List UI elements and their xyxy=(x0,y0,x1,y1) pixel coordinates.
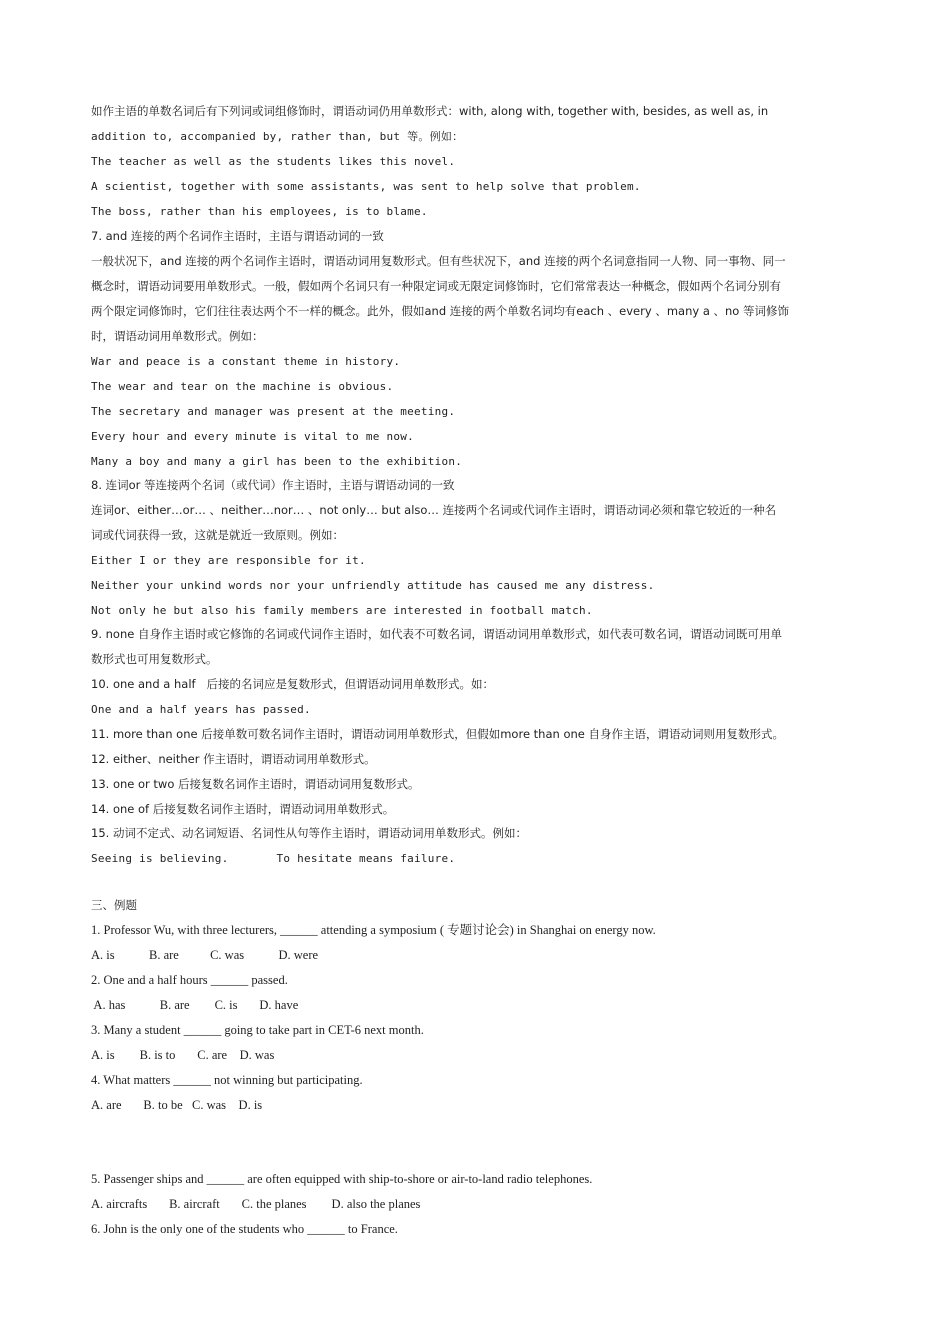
example-sentence: A scientist, together with some assistants, was sent to help solve that problem. xyxy=(91,180,641,193)
answer-options: A. is B. is to C. are D. was xyxy=(91,1048,275,1062)
section-heading: 三、例题 xyxy=(91,898,137,912)
paragraph-line: 如作主语的单数名词后有下列词或词组修饰时，谓语动词仍用单数形式：with, along with, together with, besides, as well as, in xyxy=(91,104,769,118)
question-stem: 3. Many a student ______ going to take part in CET-6 next month. xyxy=(91,1023,424,1037)
example-sentence: The wear and tear on the machine is obvious. xyxy=(91,380,394,393)
example-sentence: Neither your unkind words nor your unfriendly attitude has caused me any distress. xyxy=(91,579,655,592)
paragraph-line: 时，谓语动词用单数形式。例如： xyxy=(91,329,264,343)
paragraph-line: 两个限定词修饰时，它们往往表达两个不一样的概念。此外，假如and 连接的两个单数名词均有each 、every 、many a 、no 等词修饰 xyxy=(91,304,790,318)
example-sentence: Many a boy and many a girl has been to the exhibition. xyxy=(91,455,463,468)
rule-heading: 10. one and a half 后接的名词应是复数形式，但谓语动词用单数形式。如： xyxy=(91,677,495,691)
answer-options: A. has B. are C. is D. have xyxy=(91,998,299,1012)
question-stem: 6. John is the only one of the students who ______ to France. xyxy=(91,1222,398,1236)
example-sentence: One and a half years has passed. xyxy=(91,703,311,716)
example-sentence: War and peace is a constant theme in history. xyxy=(91,355,401,368)
paragraph-line: addition to, accompanied by, rather than, but 等。例如： xyxy=(91,130,464,143)
example-sentence: Not only he but also his family members are interested in football match. xyxy=(91,604,593,617)
example-sentence: The teacher as well as the students likes this novel. xyxy=(91,155,456,168)
answer-options: A. are B. to be C. was D. is xyxy=(91,1098,263,1112)
answer-options: A. aircrafts B. aircraft C. the planes D. also the planes xyxy=(91,1197,421,1211)
example-sentence: Seeing is believing. To hesitate means failure. xyxy=(91,852,456,865)
paragraph-line: 一般状况下，and 连接的两个名词作主语时，谓语动词用复数形式。但有些状况下，and 连接的两个名词意指同一人物、同一事物、同一 xyxy=(91,254,786,268)
example-sentence: The boss, rather than his employees, is to blame. xyxy=(91,205,428,218)
rule-heading: 13. one or two 后接复数名词作主语时，谓语动词用复数形式。 xyxy=(91,777,420,791)
rule-heading: 15. 动词不定式、动名词短语、名词性从句等作主语时，谓语动词用单数形式。例如： xyxy=(91,826,527,840)
paragraph-line: 词或代词获得一致，这就是就近一致原则。例如： xyxy=(91,528,344,542)
question-stem: 2. One and a half hours ______ passed. xyxy=(91,973,288,987)
example-sentence: Either I or they are responsible for it. xyxy=(91,554,366,567)
answer-options: A. is B. are C. was D. were xyxy=(91,948,319,962)
rule-heading: 7. and 连接的两个名词作主语时，主语与谓语动词的一致 xyxy=(91,229,384,243)
rule-heading: 8. 连词or 等连接两个名词（或代词）作主语时，主语与谓语动词的一致 xyxy=(91,478,455,492)
question-stem: 4. What matters ______ not winning but participating. xyxy=(91,1073,363,1087)
paragraph-line: 连词or、either…or… 、neither…nor… 、not only… but also… 连接两个名词或代词作主语时，谓语动词必须和靠它较近的一种名 xyxy=(91,503,777,517)
example-sentence: The secretary and manager was present at the meeting. xyxy=(91,405,456,418)
rule-heading: 12. either、neither 作主语时，谓语动词用单数形式。 xyxy=(91,752,376,766)
rule-heading: 9. none 自身作主语时或它修饰的名词或代词作主语时，如代表不可数名词，谓语动词用单数形式，如代表可数名词，谓语动词既可用单 xyxy=(91,627,782,641)
example-sentence: Every hour and every minute is vital to me now. xyxy=(91,430,415,443)
question-stem: 1. Professor Wu, with three lecturers, ______ attending a symposium ( 专题讨论会) in Shanghai on energy now. xyxy=(91,923,656,937)
rule-heading: 14. one of 后接复数名词作主语时，谓语动词用单数形式。 xyxy=(91,802,395,816)
paragraph-line: 概念时，谓语动词要用单数形式。一般，假如两个名词只有一种限定词或无限定词修饰时，它们常常表达一种概念，假如两个名词分别有 xyxy=(91,279,781,293)
paragraph-line: 数形式也可用复数形式。 xyxy=(91,652,218,666)
question-stem: 5. Passenger ships and ______ are often equipped with ship-to-shore or air-to-land radio telephones. xyxy=(91,1172,593,1186)
rule-heading: 11. more than one 后接单数可数名词作主语时，谓语动词用单数形式，但假如more than one 自身作主语，谓语动词则用复数形式。 xyxy=(91,727,785,741)
